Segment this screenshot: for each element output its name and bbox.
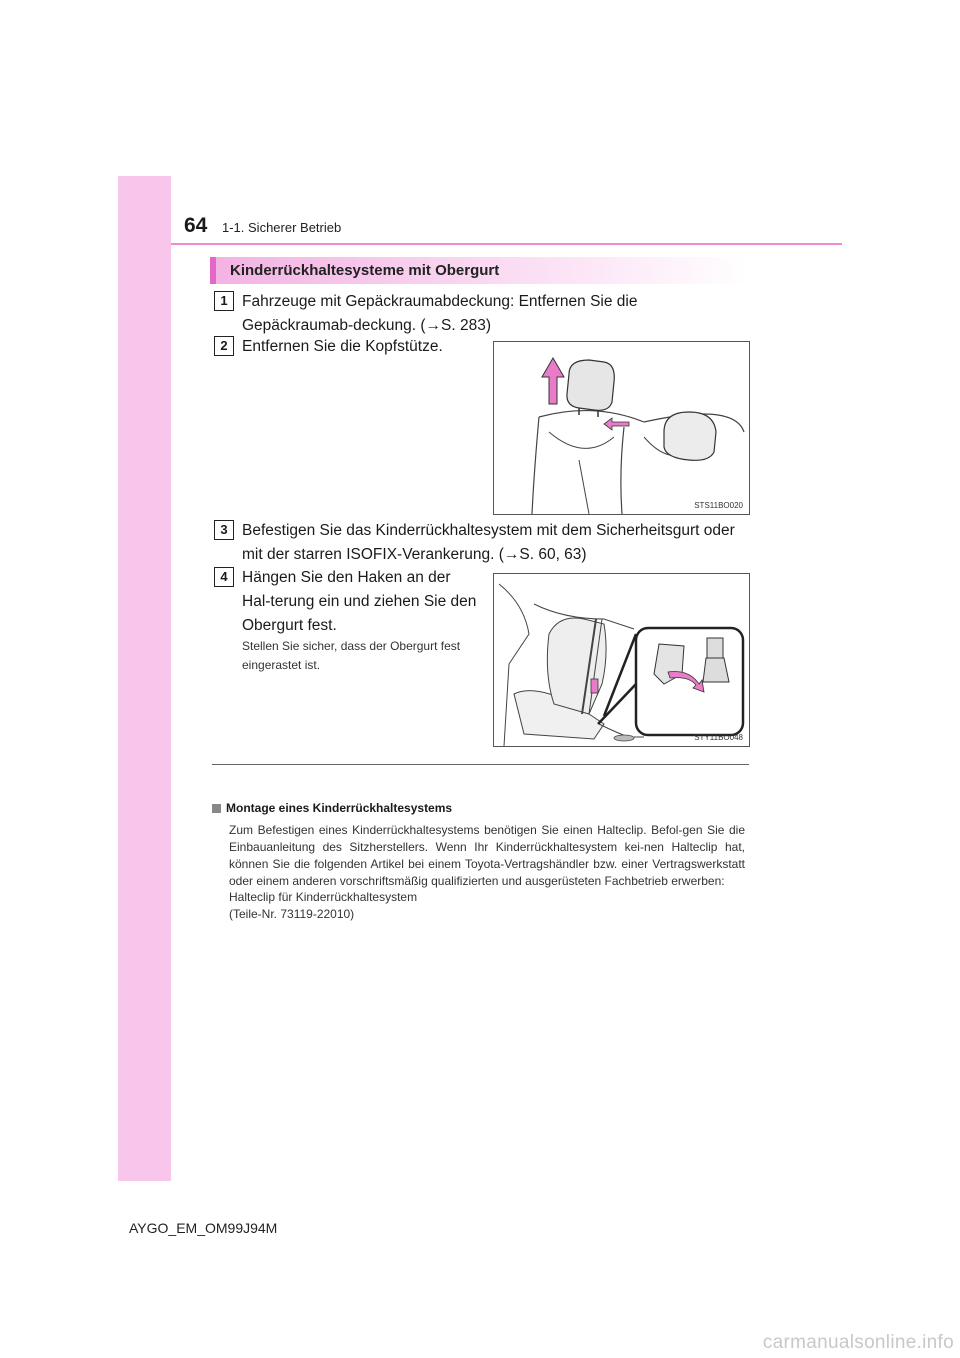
figure-code: STS11BO020 bbox=[694, 501, 743, 510]
header-rule bbox=[171, 243, 842, 245]
part-description: Halteclip für Kinderrückhaltesystem bbox=[229, 890, 418, 904]
headrest-removal-figure bbox=[493, 341, 750, 515]
section-divider bbox=[212, 764, 749, 765]
step-3-marker: 3 bbox=[214, 520, 234, 540]
side-tab bbox=[118, 176, 171, 1181]
section-header bbox=[210, 257, 749, 284]
part-number: (Teile-Nr. 73119-22010) bbox=[229, 907, 355, 921]
step-4-text: Hängen Sie den Haken an der Hal-terung ein und ziehen Sie den Obergurt fest. bbox=[242, 569, 477, 634]
tether-illustration bbox=[494, 574, 749, 746]
step-4-marker: 4 bbox=[214, 567, 234, 587]
manual-code: AYGO_EM_OM99J94M bbox=[129, 1220, 278, 1236]
step-2-marker: 2 bbox=[214, 336, 234, 356]
step-1-marker: 1 bbox=[214, 291, 234, 311]
watermark: carmanualsonline.info bbox=[762, 1332, 954, 1353]
page-number: 64 bbox=[184, 214, 208, 237]
step-4-note: Stellen Sie sicher, dass der Obergurt fest eingerastet ist. bbox=[242, 639, 461, 672]
headrest-illustration bbox=[494, 342, 749, 514]
step-1-text: Fahrzeuge mit Gepäckraumabdeckung: Entfernen Sie die Gepäckraumab-deckung. (→S. 283) bbox=[242, 293, 638, 334]
subsection-paragraph: Zum Befestigen eines Kinderrückhaltesystems benötigen Sie einen Halteclip. Befol-gen Sie die Einbauanleitung des Sitzherstellers. Wenn Ihr Kinderrückhaltesystem kei-nen Halteclip hat, können Sie die folgenden Artikel bei einem Toyota-Vertragshändler bzw. einer Vertragswerkstatt oder einem anderen vorschriftsmäßig qualifizierten und ausgerüsteten Fachbetrieb erwerben: bbox=[229, 823, 745, 888]
step-3-text: Befestigen Sie das Kinderrückhaltesystem mit dem Sicherheitsgurt oder mit der starren ISOFIX-Verankerung. (→S. 60, 63) bbox=[242, 522, 735, 563]
top-tether-figure bbox=[493, 573, 750, 747]
section-title: Kinderrückhaltesysteme mit Obergurt bbox=[230, 262, 500, 279]
bullet-square-icon bbox=[212, 804, 221, 813]
subsection-heading bbox=[212, 801, 452, 815]
figure-code: STY11BO048 bbox=[694, 733, 743, 742]
subsection-title: Montage eines Kinderrückhaltesystems bbox=[226, 801, 453, 815]
chapter-title: 1-1. Sicherer Betrieb bbox=[222, 220, 342, 235]
step-2-text: Entfernen Sie die Kopfstütze. bbox=[242, 338, 443, 355]
